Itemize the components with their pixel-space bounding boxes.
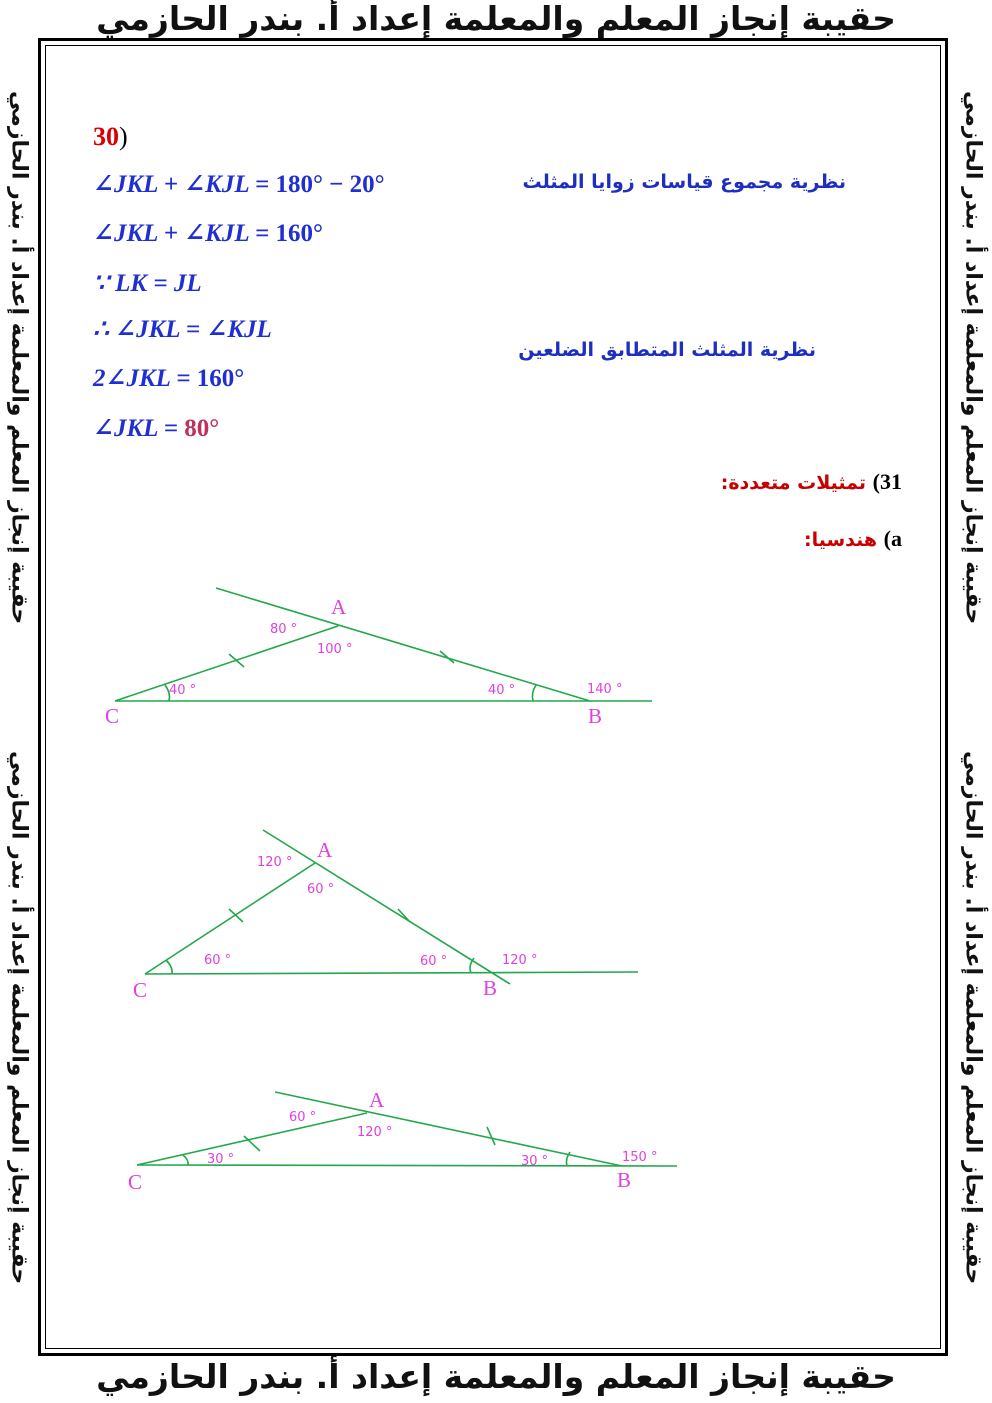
equation-line-5: 2∠JKL = 160° [93,365,245,392]
problem-30-number: 30) [93,122,128,151]
equation-line-3: ∵ LK = JL [93,270,202,297]
side-banner-left-top: حقيبة إنجاز المعلم والمعلمة إعداد أ. بندر الحازمي [6,90,32,625]
fig1-outer-angle-b: 140 ° [587,682,623,697]
fig3-vertex-b: B [617,1168,632,1192]
theorem-angle-sum: نظرية مجموع قياسات زوايا المثلث [522,171,846,193]
fig3-outer-angle-a: 60 ° [289,1110,317,1125]
theorem-isosceles: نظرية المثلث المتطابق الضلعين [518,339,816,361]
fig1-vertex-c: C [105,704,120,728]
footer-banner: حقيبة إنجاز المعلم والمعلمة إعداد أ. بندر الحازمي [96,1357,896,1396]
fig3-vertex-c: C [128,1170,143,1194]
fig3-vertex-a: A [369,1088,385,1112]
fig1-angle-a: 100 ° [317,642,353,657]
fig2-vertex-c: C [133,978,148,1002]
fig1-outer-angle-a: 80 ° [270,622,298,637]
fig3-angle-c: 30 ° [207,1152,235,1167]
fig1-vertex-a: A [331,595,347,619]
problem-31-heading: 31) تمثيلات متعددة: [720,469,902,494]
fig2-angle-c: 60 ° [204,953,232,968]
fig1-angle-b: 40 ° [488,683,516,698]
fig3-angle-a: 120 ° [357,1125,393,1140]
fig2-vertex-b: B [483,976,498,1000]
fig3-angle-b: 30 ° [521,1154,549,1169]
equation-line-2: ∠JKL + ∠KJL = 160° [93,220,323,247]
fig2-angle-a: 60 ° [307,882,335,897]
fig2-outer-angle-b: 120 ° [502,953,538,968]
fig1-angle-c: 40 ° [169,683,197,698]
fig2-outer-angle-a: 120 ° [257,855,293,870]
fig3-outer-angle-b: 150 ° [622,1150,658,1165]
equation-line-4: ∴ ∠JKL = ∠KJL [93,316,272,343]
side-banner-left-bottom: حقيبة إنجاز المعلم والمعلمة إعداد أ. بندر الحازمي [6,750,32,1285]
fig2-angle-b: 60 ° [420,954,448,969]
equation-line-1: ∠JKL + ∠KJL = 180° − 20° [93,171,385,198]
equation-line-6: ∠JKL = 80° [93,415,220,442]
fig1-vertex-b: B [588,704,603,728]
fig2-vertex-a: A [317,838,333,862]
side-banner-right-bottom: حقيبة إنجاز المعلم والمعلمة إعداد أ. بندر الحازمي [960,750,986,1285]
side-banner-right-top: حقيبة إنجاز المعلم والمعلمة إعداد أ. بندر الحازمي [960,90,986,625]
problem-31-part-a: a) هندسيا: [803,526,902,551]
header-banner: حقيبة إنجاز المعلم والمعلمة إعداد أ. بندر الحازمي [96,0,896,38]
